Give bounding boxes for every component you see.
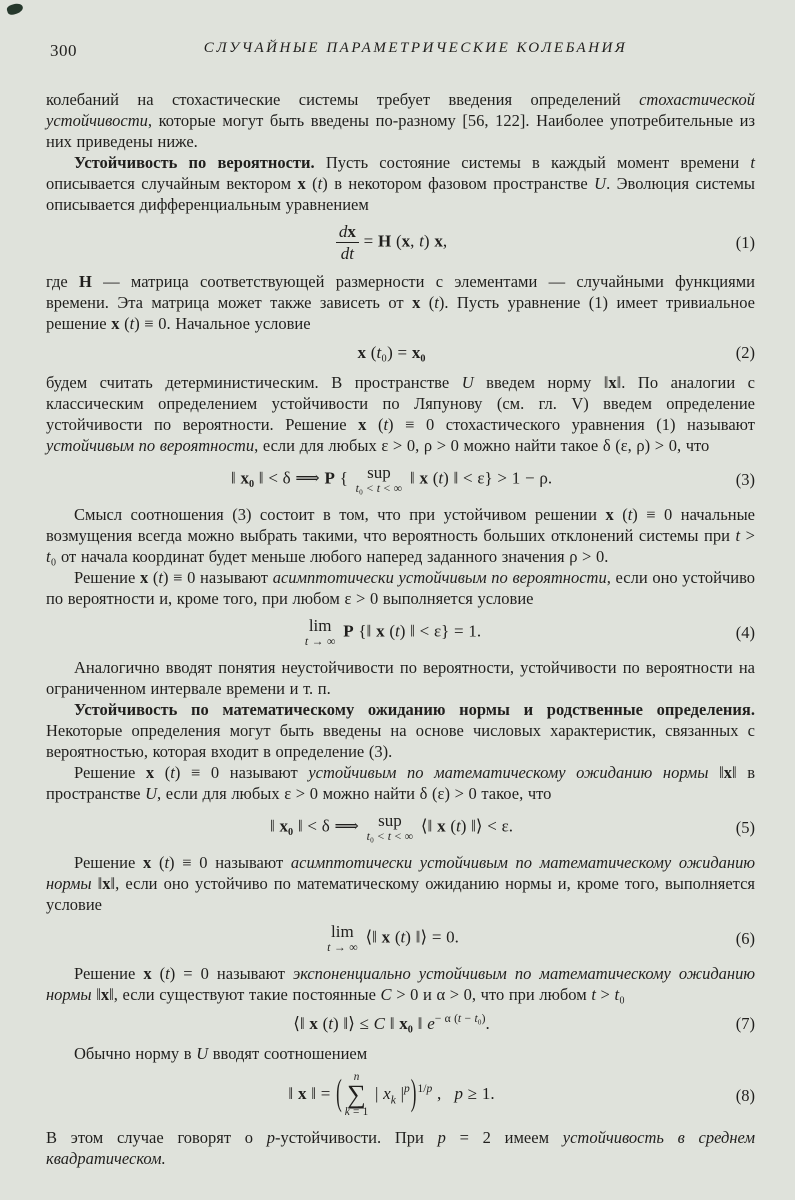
equation xyxy=(46,342,755,363)
equation-number: (3) xyxy=(735,470,755,490)
equation-number: (1) xyxy=(735,233,755,252)
fraction: $\frac{dx}{dt}$ xyxy=(336,223,359,262)
paragraph: Решение x (t) = 0 называют экспоненциально устойчивым по математическому ожиданию нормы ‖x‖, если существуют такие постоянные C > 0 и α > 0, что при любом t > t₀ xyxy=(46,963,755,1004)
equation-body: x (t₀) = x₀ xyxy=(357,343,426,362)
equation-body: ‖ x₀ ‖ < δ ⟹ sup t₀ < t < ∞ ⟨‖ x (t) ‖⟩ < ε. xyxy=(269,811,514,844)
page-body-text xyxy=(46,89,755,1169)
equation-body: lim t → ∞ P {‖ x (t) ‖ < ε} = 1. xyxy=(304,616,482,649)
paragraph: Устойчивость по математическому ожиданию нормы и родственные определения. Некоторые определения могут быть введены на основе числовых характеристик, связанных с вероятностью, которая входит в определение (3). xyxy=(46,700,755,762)
running-header xyxy=(46,40,755,64)
operator-with-limits: lim t → ∞ xyxy=(304,616,336,649)
scan-artifact xyxy=(6,2,24,16)
equation-number: (5) xyxy=(735,818,755,838)
equation-number: (6) xyxy=(735,928,755,948)
paragraph: где H — матрица соответствующей размерности с элементами — случайными функциями времени. Эта матрица может также зависеть от x (t). Пусть уравнение (1) имеет тривиальное решение x (t) ≡ 0. Начальное условие xyxy=(46,272,755,333)
paragraph: В этом случае говорят о p-устойчивости. При p = 2 имеем устойчивость в среднем квадратическом. xyxy=(46,1128,756,1169)
equation-body: ⟨‖ x (t) ‖⟩ ≤ C ‖ x₀ ‖ $e^{- \alpha (t - t_0)}$. xyxy=(293,1011,490,1033)
equation-number: (4) xyxy=(735,623,755,643)
equation xyxy=(46,223,755,262)
equation-body: lim t → ∞ ⟨‖ x (t) ‖⟩ = 0. xyxy=(327,921,459,954)
equation-body: $\frac{dx}{dt}$ = H (x, t) x, xyxy=(72,223,711,262)
paragraph: колебаний на стохастические системы требует введения определений стохастической устойчивости, которые могут быть введены по-разному [56, 122]. Наиболее употребительные из них приведены ниже. xyxy=(46,90,755,151)
equation xyxy=(46,617,755,648)
operator-with-limits: lim t → ∞ xyxy=(327,921,358,954)
paragraph: Решение x (t) ≡ 0 называют устойчивым по математическому ожиданию нормы ‖x‖ в пространстве U, если для любых ε > 0 можно найти δ (ε) > 0 такое, что xyxy=(46,763,755,804)
big-parenthesis: ) xyxy=(410,1072,417,1114)
equation-body: ‖ x ‖ = ( n ∑ k = 1 | $x_k$ $|^p)^{1/p}$ , p ≥ 1. xyxy=(288,1071,495,1119)
paragraph: Решение x (t) ≡ 0 называют асимптотически устойчивым по математическому ожиданию нормы ‖x‖, если оно устойчиво по математическому ожиданию нормы и, кроме того, выполняется условие xyxy=(46,852,755,914)
equation-number: (2) xyxy=(735,343,755,363)
equation xyxy=(46,923,755,954)
operator-with-limits: sup t₀ < t < ∞ xyxy=(366,811,414,844)
equation-number: (7) xyxy=(735,1014,755,1033)
page-number: 300 xyxy=(50,41,77,60)
equation xyxy=(46,1013,755,1034)
equation xyxy=(46,812,755,843)
summation-sign: n ∑ k = 1 xyxy=(344,1071,369,1119)
operator-with-limits: sup t₀ < t < ∞ xyxy=(355,463,403,496)
big-parenthesis: ( xyxy=(336,1072,342,1114)
equation-number: (8) xyxy=(735,1085,755,1105)
paragraph: Решение x (t) ≡ 0 называют асимптотически устойчивым по вероятности, если оно устойчиво по вероятности и, кроме того, при любом ε > 0 выполняется условие xyxy=(46,568,756,609)
paragraph: Аналогично вводят понятия неустойчивости по вероятности, устойчивости по вероятности на ограниченном интервале времени и т. п. xyxy=(46,658,755,699)
paragraph: Смысл соотношения (3) состоит в том, что при устойчивом решении x (t) ≡ 0 начальные возмущения всегда можно выбрать такими, что вероятность больших отклонений системы при t > t₀ от начала координат будет меньше любого наперед заданного значения ρ > 0. xyxy=(46,505,755,567)
equation xyxy=(46,464,755,495)
paragraph: Устойчивость по вероятности. Пусть состояние системы в каждый момент времени t описывается случайным вектором x (t) в некотором фазовом пространстве U. Эволюция системы описывается дифференциальным уравнением xyxy=(46,153,756,214)
running-title: СЛУЧАЙНЫЕ ПАРАМЕТРИЧЕСКИЕ КОЛЕБАНИЯ xyxy=(203,40,628,56)
paragraph: Обычно норму в U вводят соотношением xyxy=(74,1044,368,1064)
equation xyxy=(46,1072,755,1118)
equation-body: ‖ x₀ ‖ < δ ⟹ P { sup t₀ < t < ∞ ‖ x (t) ‖ < ε} > 1 − ρ. xyxy=(230,463,553,496)
paragraph: будем считать детерминистическим. В пространстве U введем норму ‖x‖. По аналогии с классическим определением устойчивости по Ляпунову (см. гл. V) введем определение устойчивости по вероятности. Решение x (t) ≡ 0 стохастического уравнения (1) называют устойчивым по вероятности, если для любых ε > 0, ρ > 0 можно найти такое δ (ε, ρ) > 0, что xyxy=(46,373,756,456)
